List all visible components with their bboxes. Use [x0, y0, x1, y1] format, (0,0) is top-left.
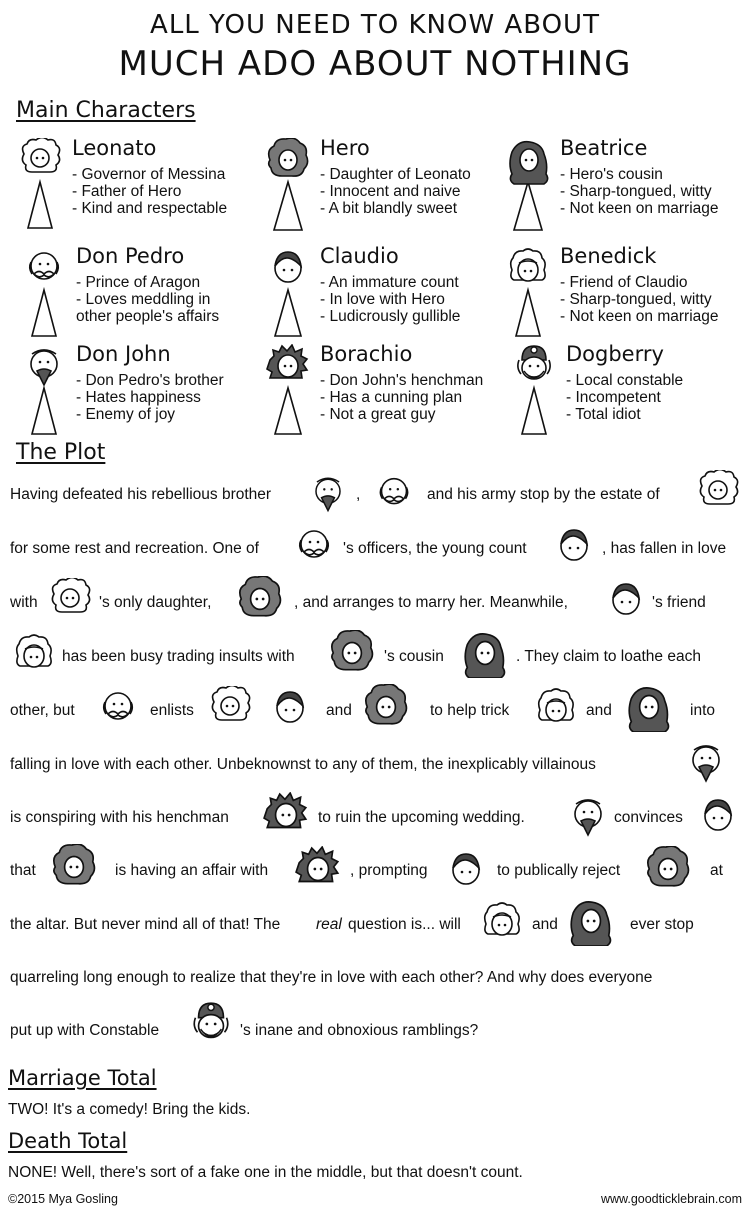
plot-text: with: [10, 594, 38, 611]
character-trait: - In love with Hero: [320, 291, 445, 308]
plot-text: 's friend: [652, 594, 706, 611]
character-trait: other people's affairs: [76, 308, 220, 325]
character-claudio: [262, 244, 502, 344]
plot-text: , has fallen in love: [602, 540, 727, 557]
character-hero: [262, 136, 502, 236]
don-pedro-icon: [92, 686, 144, 732]
borachio-icon: [290, 846, 346, 894]
character-don-pedro: [18, 244, 258, 344]
plot-text: . They claim to loathe each: [516, 648, 701, 665]
character-name: Leonato: [72, 136, 157, 160]
don-pedro-icon: [288, 524, 340, 570]
claudio-icon: [262, 246, 318, 342]
character-trait: - Hero's cousin: [560, 166, 663, 183]
character-trait: - Ludicrously gullible: [320, 308, 461, 325]
beatrice-icon: [620, 684, 676, 732]
character-trait: - Has a cunning plan: [320, 389, 463, 406]
character-trait: - Innocent and naive: [320, 183, 461, 200]
title-line-2: MUCH ADO ABOUT NOTHING: [118, 44, 632, 84]
plot-text: 's officers, the young count: [343, 540, 527, 557]
borachio-icon: [262, 344, 318, 440]
plot-text: has been busy trading insults with: [62, 648, 295, 665]
hero-icon: [262, 138, 318, 234]
plot-text: convinces: [614, 809, 683, 826]
plot-text: is having an affair with: [115, 862, 269, 879]
leonato-icon: [692, 470, 744, 516]
plot-text: to ruin the upcoming wedding.: [318, 809, 525, 826]
character-trait: - Loves meddling in: [76, 291, 211, 308]
benedick-icon: [530, 686, 582, 732]
copyright: ©2015 Mya Gosling: [8, 1192, 118, 1206]
beatrice-icon: [456, 630, 512, 678]
character-trait: - Incompetent: [566, 389, 661, 406]
plot-text-emphasis: real: [316, 916, 342, 933]
plot-text: 's inane and obnoxious ramblings?: [240, 1022, 479, 1039]
website-url: www.goodticklebrain.com: [600, 1192, 742, 1206]
plot-text: quarreling long enough to realize that they're in love with each other? And why does everyone: [10, 969, 653, 986]
character-dogberry: [508, 342, 748, 442]
beatrice-icon: [502, 138, 558, 234]
character-name: Don John: [76, 342, 171, 366]
plot-text: and: [326, 702, 352, 719]
don-john-icon: [680, 740, 732, 786]
borachio-icon: [258, 792, 314, 840]
hero-icon: [358, 684, 414, 732]
title-line-1: ALL YOU NEED TO KNOW ABOUT: [150, 10, 600, 40]
plot-text: and: [532, 916, 558, 933]
don-john-icon: [304, 472, 352, 516]
character-don-john: [18, 342, 258, 442]
character-trait: - Enemy of joy: [76, 406, 176, 423]
character-trait: - Local constable: [566, 372, 684, 389]
character-borachio: [262, 342, 502, 442]
claudio-icon: [548, 524, 600, 570]
plot-text: the altar. But never mind all of that! The: [10, 916, 281, 933]
plot-text: , prompting: [350, 862, 428, 879]
plot-text: to help trick: [430, 702, 510, 719]
plot-heading: The Plot: [16, 440, 106, 465]
character-trait: - Not a great guy: [320, 406, 436, 423]
character-trait: - Governor of Messina: [72, 166, 226, 183]
character-trait: - A bit blandly sweet: [320, 200, 457, 217]
character-beatrice: [502, 136, 742, 236]
don-john-icon: [562, 794, 614, 840]
characters-heading: Main Characters: [16, 98, 196, 123]
character-trait: - Hates happiness: [76, 389, 201, 406]
character-name: Claudio: [320, 244, 399, 268]
leonato-icon: [14, 138, 70, 234]
plot-text: to publically reject: [497, 862, 621, 879]
character-name: Beatrice: [560, 136, 648, 160]
character-name: Borachio: [320, 342, 413, 366]
plot-text: and: [586, 702, 612, 719]
don-pedro-icon: [18, 246, 74, 342]
claudio-icon: [692, 794, 744, 840]
don-john-icon: [18, 344, 74, 440]
plot-text: other, but: [10, 702, 75, 719]
character-trait: - An immature count: [320, 274, 459, 291]
plot-text: that: [10, 862, 36, 879]
character-trait: - Prince of Aragon: [76, 274, 201, 291]
character-trait: - Sharp-tongued, witty: [560, 291, 712, 308]
character-trait: - Father of Hero: [72, 183, 182, 200]
character-benedick: [502, 244, 742, 344]
character-trait: - Sharp-tongued, witty: [560, 183, 712, 200]
plot-text: 's cousin: [384, 648, 444, 665]
dogberry-icon: [184, 1000, 238, 1050]
plot-text: and his army stop by the estate of: [427, 486, 660, 503]
plot-text: put up with Constable: [10, 1022, 160, 1039]
plot-text: Having defeated his rebellious brother: [10, 486, 272, 503]
benedick-icon: [502, 246, 558, 342]
plot-text: question is... will: [348, 916, 461, 933]
plot-text: ,: [356, 486, 361, 503]
hero-icon: [324, 630, 380, 678]
benedick-icon: [476, 900, 528, 946]
character-trait: - Don Pedro's brother: [76, 372, 224, 389]
character-trait: - Don John's henchman: [320, 372, 484, 389]
character-trait: - Friend of Claudio: [560, 274, 688, 291]
hero-icon: [46, 844, 102, 892]
character-trait: - Daughter of Leonato: [320, 166, 471, 183]
plot-text: ever stop: [630, 916, 694, 933]
hero-icon: [232, 576, 288, 624]
don-pedro-icon: [368, 472, 420, 516]
plot-text: , and arranges to marry her. Meanwhile,: [294, 594, 568, 611]
character-leonato: [14, 136, 254, 236]
claudio-icon: [600, 578, 652, 624]
character-name: Don Pedro: [76, 244, 185, 268]
plot-text: 's only daughter,: [99, 594, 212, 611]
character-trait: - Not keen on marriage: [560, 308, 719, 325]
death-text: NONE! Well, there's sort of a fake one in the middle, but that doesn't count.: [8, 1164, 523, 1181]
plot-text: into: [690, 702, 715, 719]
marriage-text: TWO! It's a comedy! Bring the kids.: [8, 1101, 251, 1118]
plot-text: is conspiring with his henchman: [10, 809, 229, 826]
character-name: Benedick: [560, 244, 657, 268]
hero-icon: [640, 846, 696, 894]
death-heading: Death Total: [8, 1129, 128, 1153]
character-trait: - Total idiot: [566, 406, 641, 423]
character-trait: - Not keen on marriage: [560, 200, 719, 217]
dogberry-icon: [508, 344, 564, 440]
plot-text: for some rest and recreation. One of: [10, 540, 259, 557]
plot-text: enlists: [150, 702, 194, 719]
character-trait: - Kind and respectable: [72, 200, 228, 217]
beatrice-icon: [562, 898, 618, 946]
leonato-icon: [204, 686, 256, 732]
character-name: Hero: [320, 136, 370, 160]
plot-text: at: [710, 862, 723, 879]
marriage-heading: Marriage Total: [8, 1066, 157, 1090]
plot-text: falling in love with each other. Unbeknownst to any of them, the inexplicably villainous: [10, 756, 596, 773]
claudio-icon: [440, 848, 492, 894]
leonato-icon: [44, 578, 96, 624]
character-name: Dogberry: [566, 342, 664, 366]
benedick-icon: [8, 632, 60, 678]
claudio-icon: [264, 686, 316, 732]
